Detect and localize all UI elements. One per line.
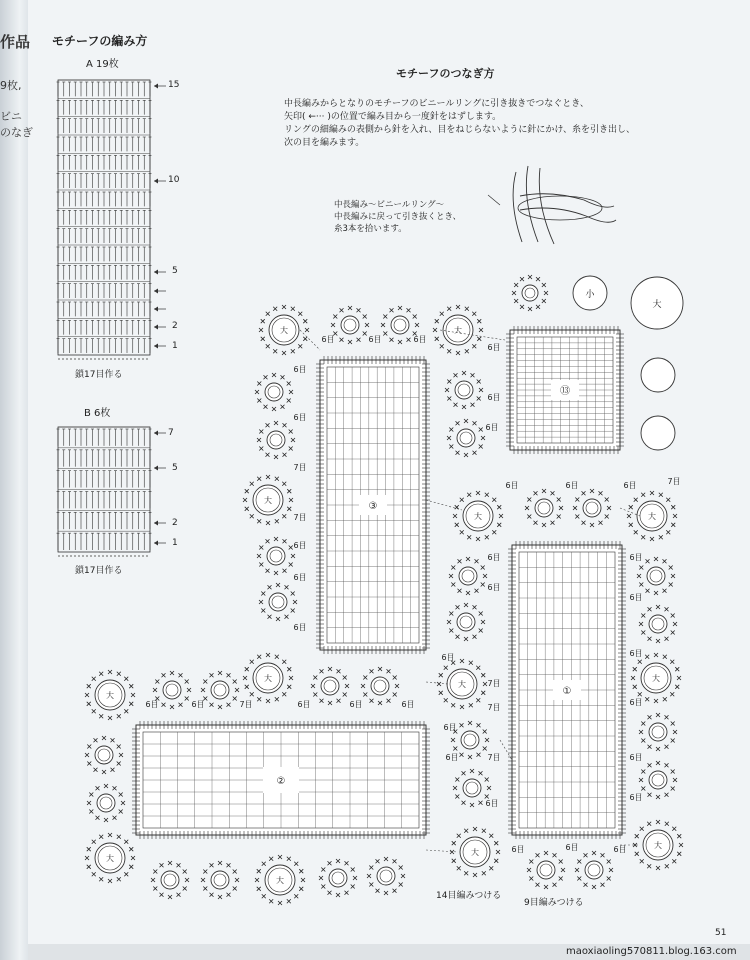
count-6-label: 6目 bbox=[629, 793, 643, 802]
legend-large-label: 大 bbox=[652, 300, 662, 310]
chart-a-row-arrow-head bbox=[154, 307, 158, 312]
count-6-label: 6目 bbox=[565, 481, 579, 490]
spine-tab-title: 作品 bbox=[0, 33, 31, 51]
bottom-note-14: 14目編みつける bbox=[436, 891, 502, 901]
motif-13-label: ⑬ bbox=[560, 386, 570, 397]
ring-label: 大 bbox=[652, 674, 660, 683]
count-6-label: 6目 bbox=[487, 553, 501, 562]
count-7-label: 7目 bbox=[293, 463, 307, 472]
chart-b-row-arrow-head bbox=[154, 541, 158, 546]
ring-label: 大 bbox=[471, 848, 479, 857]
count-6-label: 6目 bbox=[293, 541, 307, 550]
chart-b-foundation: 鎖17目作る bbox=[75, 566, 123, 576]
count-6-label: 6目 bbox=[487, 393, 501, 402]
count-6-label: 6目 bbox=[321, 335, 335, 344]
chart-section-title: モチーフの編み方 bbox=[52, 34, 148, 48]
bottom-note-9: 9目編みつける bbox=[524, 898, 584, 908]
count-6-label: 6目 bbox=[505, 481, 519, 490]
spine-text-1: ビニ bbox=[0, 110, 22, 123]
ring-label: 大 bbox=[264, 496, 272, 505]
ring-outline bbox=[518, 196, 602, 220]
chart-b-row-arrow-head bbox=[154, 466, 158, 471]
count-6-label: 6目 bbox=[191, 700, 205, 709]
chart-a-row-15: 15 bbox=[168, 80, 180, 90]
count-6-label: 6目 bbox=[629, 553, 643, 562]
chart-a-row-2: 2 bbox=[172, 321, 178, 331]
count-6-label: 6目 bbox=[293, 623, 307, 632]
motif-1-label: ① bbox=[562, 686, 572, 697]
watermark: maoxiaoling570811.blog.163.com bbox=[566, 946, 737, 957]
count-6-label: 6目 bbox=[487, 583, 501, 592]
count-7-label: 7目 bbox=[667, 477, 681, 486]
count-6-label: 6目 bbox=[368, 335, 382, 344]
legend-empty-circle bbox=[641, 358, 675, 392]
ring-label: 大 bbox=[106, 691, 114, 700]
count-6-label: 6目 bbox=[629, 753, 643, 762]
joining-description-4: 次の目を編みます。 bbox=[284, 138, 365, 148]
count-6-label: 6目 bbox=[487, 343, 501, 352]
count-6-label: 6目 bbox=[293, 573, 307, 582]
count-6-label: 6目 bbox=[511, 845, 525, 854]
joining-description-1: 中長編みからとなりのモチーフのビニールリングに引き抜きでつなぐとき、 bbox=[284, 99, 589, 109]
count-7-label: 7目 bbox=[239, 700, 253, 709]
chart-b-row-arrow-head bbox=[154, 431, 158, 436]
joining-description-2: 矢印( ←··· )の位置で編み目から一度針をはずします。 bbox=[284, 112, 502, 122]
ring-label: 大 bbox=[458, 680, 466, 689]
chart-a-row-arrow-head bbox=[154, 270, 158, 275]
ring-label: 大 bbox=[264, 674, 272, 683]
join-dotted-path bbox=[426, 500, 462, 510]
joining-title: モチーフのつなぎ方 bbox=[396, 67, 495, 80]
count-6-label: 6目 bbox=[629, 698, 643, 707]
motif-3-label: ③ bbox=[368, 501, 378, 512]
count-6-label: 6目 bbox=[485, 423, 499, 432]
ring-label: 大 bbox=[474, 512, 482, 521]
chart-b-row-2: 2 bbox=[172, 518, 178, 528]
chart-a-row-arrow-head bbox=[154, 325, 158, 330]
join-dotted-path bbox=[300, 330, 320, 350]
ring-label: 大 bbox=[648, 512, 656, 521]
chart-a-row-10: 10 bbox=[168, 175, 180, 185]
chart-b-row-5: 5 bbox=[172, 463, 178, 473]
count-6-label: 6目 bbox=[485, 799, 499, 808]
chart-a-row-1: 1 bbox=[172, 341, 178, 351]
chart-b-row-arrow-head bbox=[154, 521, 158, 526]
count-6-label: 6目 bbox=[401, 700, 415, 709]
chart-b-label: B 6枚 bbox=[84, 408, 111, 419]
chart-b-row-1: 1 bbox=[172, 538, 178, 548]
callout-1: 中長編み～ビニールリング～ bbox=[334, 200, 445, 210]
page-number: 51 bbox=[715, 928, 727, 938]
ring-label: 大 bbox=[276, 876, 284, 885]
joining-description-3: リングの細編みの表側から針を入れ、目をねじらないように針にかけ、糸を引き出し、 bbox=[284, 125, 636, 135]
ring-label: 大 bbox=[106, 854, 114, 863]
chart-a-row-arrow-head bbox=[154, 179, 158, 184]
chart-a-row-arrow-head bbox=[154, 289, 158, 294]
ring-label: 大 bbox=[280, 326, 288, 335]
chart-a-row-5: 5 bbox=[172, 266, 178, 276]
chart-b-row-7: 7 bbox=[168, 428, 174, 438]
legend-small-label: 小 bbox=[585, 290, 595, 300]
count-6-label: 6目 bbox=[349, 700, 363, 709]
callout-2: 中長編みに戻って引き抜くとき、 bbox=[334, 212, 462, 222]
count-7-label: 7目 bbox=[487, 703, 501, 712]
count-6-label: 6目 bbox=[441, 653, 455, 662]
ring-label: 大 bbox=[654, 841, 662, 850]
callout-3: 糸3本を拾います。 bbox=[334, 224, 407, 234]
count-7-label: 7目 bbox=[487, 753, 501, 762]
chart-a-label: A 19枚 bbox=[86, 59, 119, 70]
motif-2-label: ② bbox=[276, 776, 286, 787]
count-7-label: 7目 bbox=[487, 679, 501, 688]
ring-label: 大 bbox=[454, 326, 462, 335]
count-6-label: 6目 bbox=[565, 843, 579, 852]
spine-count-text: 9枚, bbox=[0, 79, 22, 92]
legend-empty-circle bbox=[641, 416, 675, 450]
count-6-label: 6目 bbox=[623, 481, 637, 490]
legend-small-ring bbox=[522, 285, 538, 301]
chart-a-row-arrow-head bbox=[154, 84, 158, 89]
count-6-label: 6目 bbox=[145, 700, 159, 709]
chart-a-foundation: 鎖17目作る bbox=[75, 370, 123, 380]
count-6-label: 6目 bbox=[613, 845, 627, 854]
count-6-label: 6目 bbox=[293, 365, 307, 374]
count-6-label: 6目 bbox=[413, 335, 427, 344]
count-6-label: 6目 bbox=[629, 649, 643, 658]
count-6-label: 6目 bbox=[629, 593, 643, 602]
count-6-label: 6目 bbox=[293, 413, 307, 422]
count-6-label: 6目 bbox=[443, 723, 457, 732]
callout-arrow bbox=[488, 195, 500, 205]
count-7-label: 7目 bbox=[293, 513, 307, 522]
spine-text-2: のなぎ bbox=[0, 126, 33, 139]
count-6-label: 6目 bbox=[445, 753, 459, 762]
count-6-label: 6目 bbox=[297, 700, 311, 709]
chart-a-row-arrow-head bbox=[154, 344, 158, 349]
